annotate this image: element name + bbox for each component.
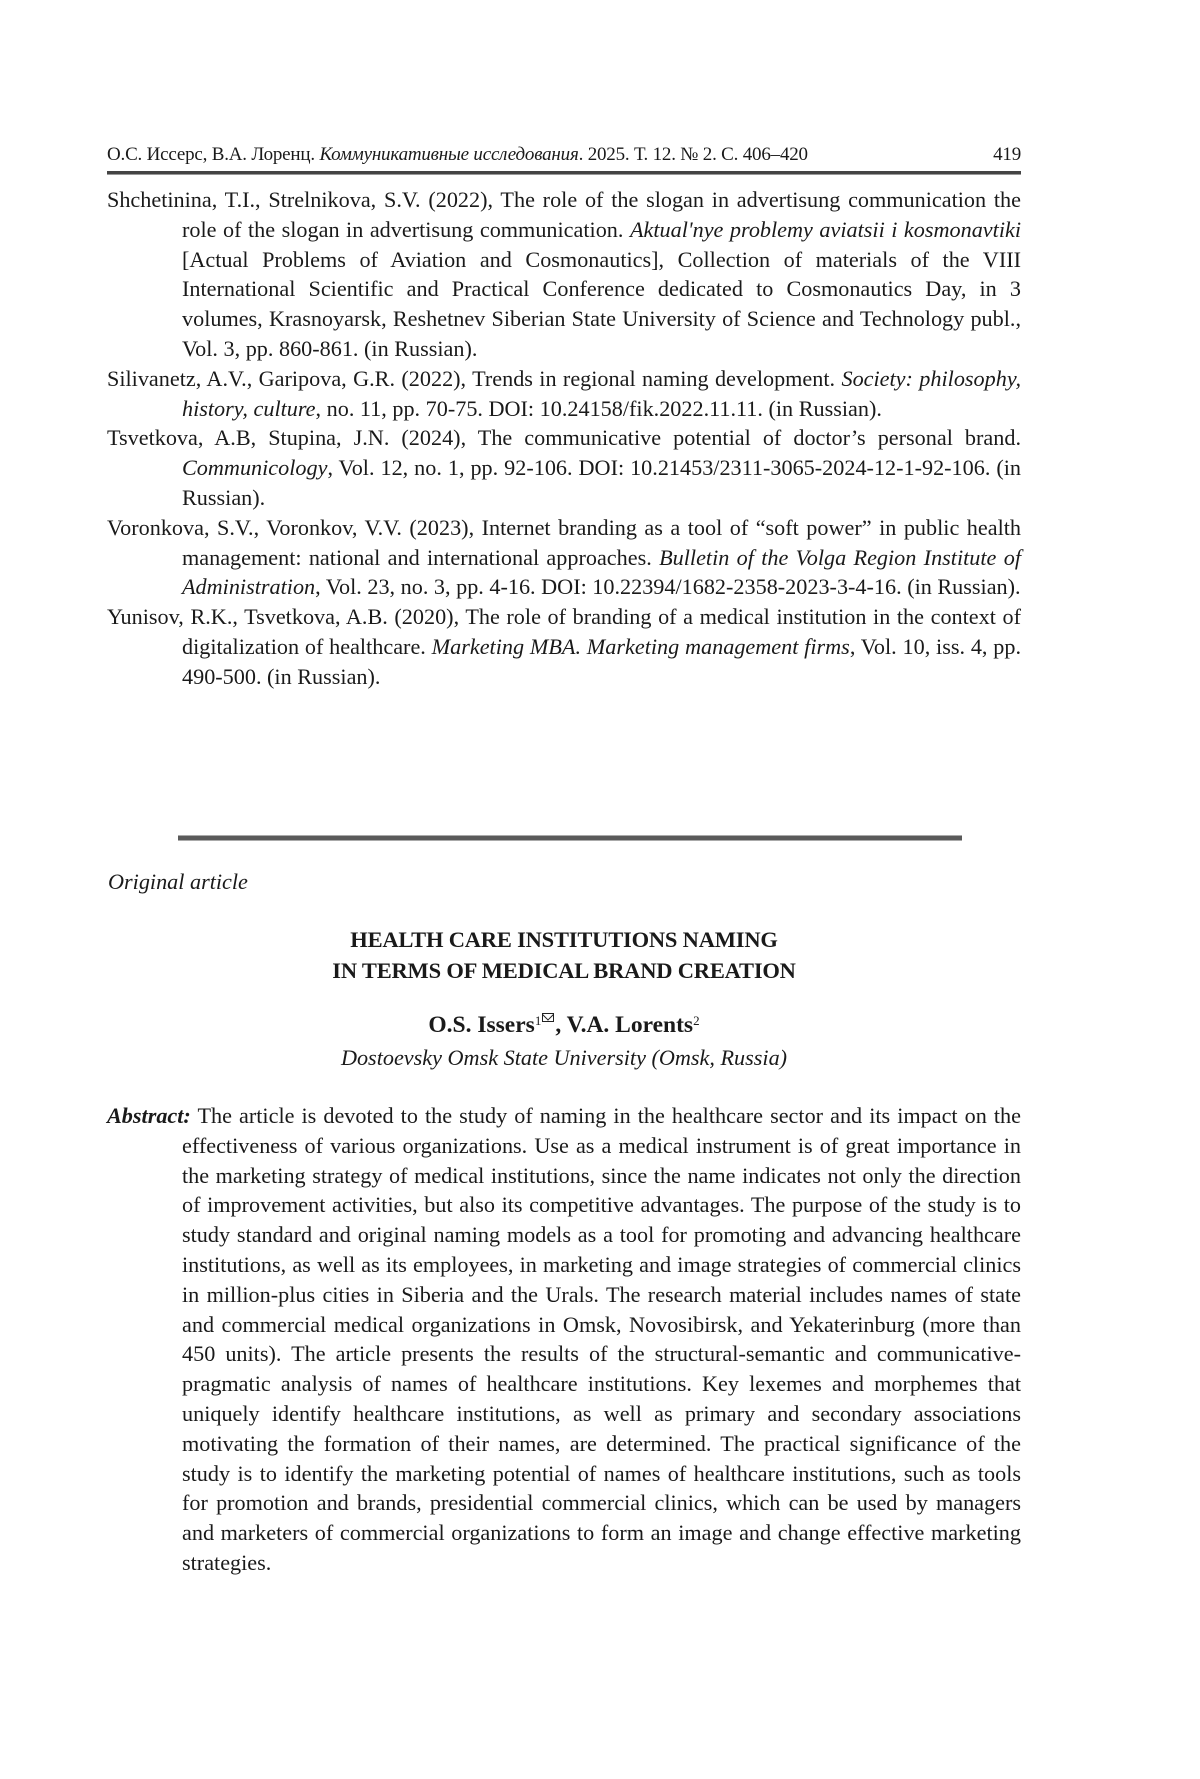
page-number: 419 (993, 144, 1021, 165)
author-separator: , (555, 1012, 567, 1038)
reference-details: , Vol. 10, iss. 4, pp. 490-500. (in Russian). (182, 633, 1021, 689)
running-header (107, 143, 1021, 167)
author-affiliation: Dostoevsky Omsk State University (Omsk, Russia) (340, 1045, 788, 1070)
section-divider (178, 835, 962, 841)
reference-item (107, 423, 1021, 512)
header-authors: О.С. Иссерс, В.А. Лоренц. (107, 144, 315, 165)
reference-text: Silivanetz, A.V., Garipova, G.R. (2022), Trends in regional naming development. (107, 365, 842, 391)
reference-text: Shchetinina, T.I., Strelnikova, S.V. (2022), The role of the slogan in advertisung communication the role of the slogan in advertisung communication. (107, 187, 1021, 242)
reference-item (107, 513, 1021, 602)
reference-source: Society: philosophy, history, culture (182, 365, 1021, 421)
author-name: V.A. Lorents (566, 1012, 694, 1038)
header-issue-info: . 2025. Т. 12. № 2. С. 406–420 (578, 144, 808, 165)
header-rule (107, 171, 1021, 175)
article-type-label: Original article (108, 869, 248, 894)
reference-source: Aktual'nye problemy aviatsii i kosmonavtiki (629, 216, 1021, 242)
header-journal-title: Коммуникативные исследования (319, 144, 579, 165)
title-line-1: HEALTH CARE INSTITUTIONS NAMING (350, 927, 778, 952)
abstract-text: The article is devoted to the study of naming in the healthcare sector and its impact on the effectiveness of various organizations. Use as a medical instrument is of great importance in the marketing strategy of medical institutions, since the name indicates not only the direction of improvement activities, but also its competitive advantages. The purpose of the study is to study standard and original naming models as a tool for promoting and advancing healthcare institutions, as well as its employees, in marketing and image strategies of commercial clinics in million-plus cities in Siberia and the Urals. The research material includes names of state and commercial medical organizations in Omsk, Novosibirsk, and Yekaterinburg (more than 450 units). The article presents the results of the structural-semantic and communicative-pragmatic analysis of names of healthcare institutions. Key lexemes and morphemes that uniquely identify healthcare institutions, as well as primary and secondary associations motivating the formation of their names, are determined. The practical significance of the study is to identify the marketing potential of names of healthcare institutions, such as tools for promotion and brands, presidential commercial clinics, which can be used by managers and marketers of commercial organizations to form an image and change effective marketing strategies. (182, 1103, 1021, 1575)
affiliation-marker: 2 (693, 1013, 700, 1028)
abstract (107, 1101, 1021, 1578)
reference-source: Marketing MBA. Marketing management firms (431, 633, 850, 659)
abstract-label: Abstract: (107, 1103, 191, 1128)
article-title (107, 924, 1021, 986)
reference-text: Voronkova, S.V., Voronkov, V.V. (2023), Internet branding as a tool of “soft power” in public health management: national and international approaches. (107, 514, 1021, 570)
reference-text: Tsvetkova, A.B, Stupina, J.N. (2024), The communicative potential of doctor’s personal brand. (107, 425, 1021, 451)
author-list (107, 1010, 1021, 1040)
reference-source: Communicology (182, 455, 328, 481)
title-line-2: IN TERMS OF MEDICAL BRAND CREATION (332, 958, 796, 983)
reference-item (107, 364, 1021, 424)
running-header-citation (107, 143, 808, 167)
reference-item (107, 185, 1021, 364)
envelope-icon[interactable] (542, 1013, 554, 1022)
reference-details: , Vol. 12, no. 1, pp. 92-106. DOI: 10.21453/2311-3065-2024-12-1-92-106. (in Russian). (182, 455, 1021, 510)
reference-item (107, 602, 1021, 691)
reference-details: , no. 11, pp. 70-75. DOI: 10.24158/fik.2022.11.11. (in Russian). (315, 395, 882, 421)
reference-details: , Vol. 23, no. 3, pp. 4-16. DOI: 10.22394/1682-2358-2023-3-4-16. (in Russian). (315, 574, 1021, 600)
reference-details: [Actual Problems of Aviation and Cosmonautics], Collection of materials of the VIII International Scientific and Practical Conference dedicated to Cosmonautics Day, in 3 volumes, Krasnoyarsk, Reshetnev Siberian State University of Science and Technology publ., Vol. 3, pp. 860-861. (in Russian). (182, 246, 1021, 361)
reference-source: Bulletin of the Volga Region Institute of Administration (182, 544, 1021, 600)
author-name: O.S. Issers (428, 1012, 535, 1038)
reference-text: Yunisov, R.K., Tsvetkova, A.B. (2020), The role of branding of a medical institution in the context of digitalization of healthcare. (107, 604, 1021, 659)
affiliation-marker: 1 (534, 1013, 542, 1028)
reference-list (107, 185, 1021, 692)
